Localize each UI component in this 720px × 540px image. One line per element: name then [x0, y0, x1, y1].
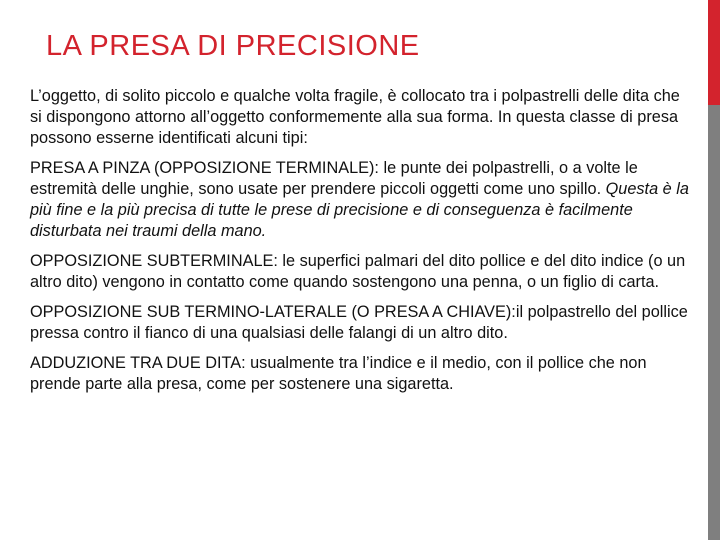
paragraph-presa-a-pinza — [30, 158, 694, 242]
paragraph-presa-a-pinza-italic: Questa è la più fine e la più precisa di tutte le prese di precisione e di conseguenza è facilmente disturbata nei traumi della mano. — [30, 180, 689, 240]
paragraph-opposizione-subterminale-text: OPPOSIZIONE SUBTERMINALE: le superfici palmari del dito pollice e del dito indice (o un altro dito) vengono in contatto come quando sostengono una penna, o un figlio di carta. — [30, 252, 686, 291]
paragraph-presa-a-chiave-text: OPPOSIZIONE SUB TERMINO-LATERALE (O PRESA A CHIAVE):il polpastrello del pollice pressa contro il fianco di una qualsiasi delle falangi di un altro dito. — [30, 303, 688, 342]
paragraph-presa-a-pinza-text: PRESA A PINZA (OPPOSIZIONE TERMINALE): le punte dei polpastrelli, o a volte le estremità delle unghie, sono usate per prendere piccoli oggetti come uno spillo. — [30, 159, 638, 198]
paragraph-adduzione — [30, 353, 694, 395]
accent-line — [708, 105, 720, 540]
accent-bar — [708, 0, 720, 105]
paragraph-adduzione-text: ADDUZIONE TRA DUE DITA: usualmente tra l’indice e il medio, con il pollice che non prende parte alla presa, come per sostenere una sigaretta. — [30, 354, 647, 393]
slide-title: LA PRESA DI PRECISIONE — [46, 30, 420, 62]
paragraph-opposizione-subterminale — [30, 251, 694, 293]
paragraph-intro — [30, 86, 694, 149]
paragraph-intro-text: L’oggetto, di solito piccolo e qualche volta fragile, è collocato tra i polpastrelli delle dita che si dispongono attorno all’oggetto conformemente alla sua forma. In questa classe di presa possono esserne identificati alcuni tipi: — [30, 87, 680, 147]
paragraph-presa-a-chiave — [30, 302, 694, 344]
slide-body — [30, 86, 694, 404]
